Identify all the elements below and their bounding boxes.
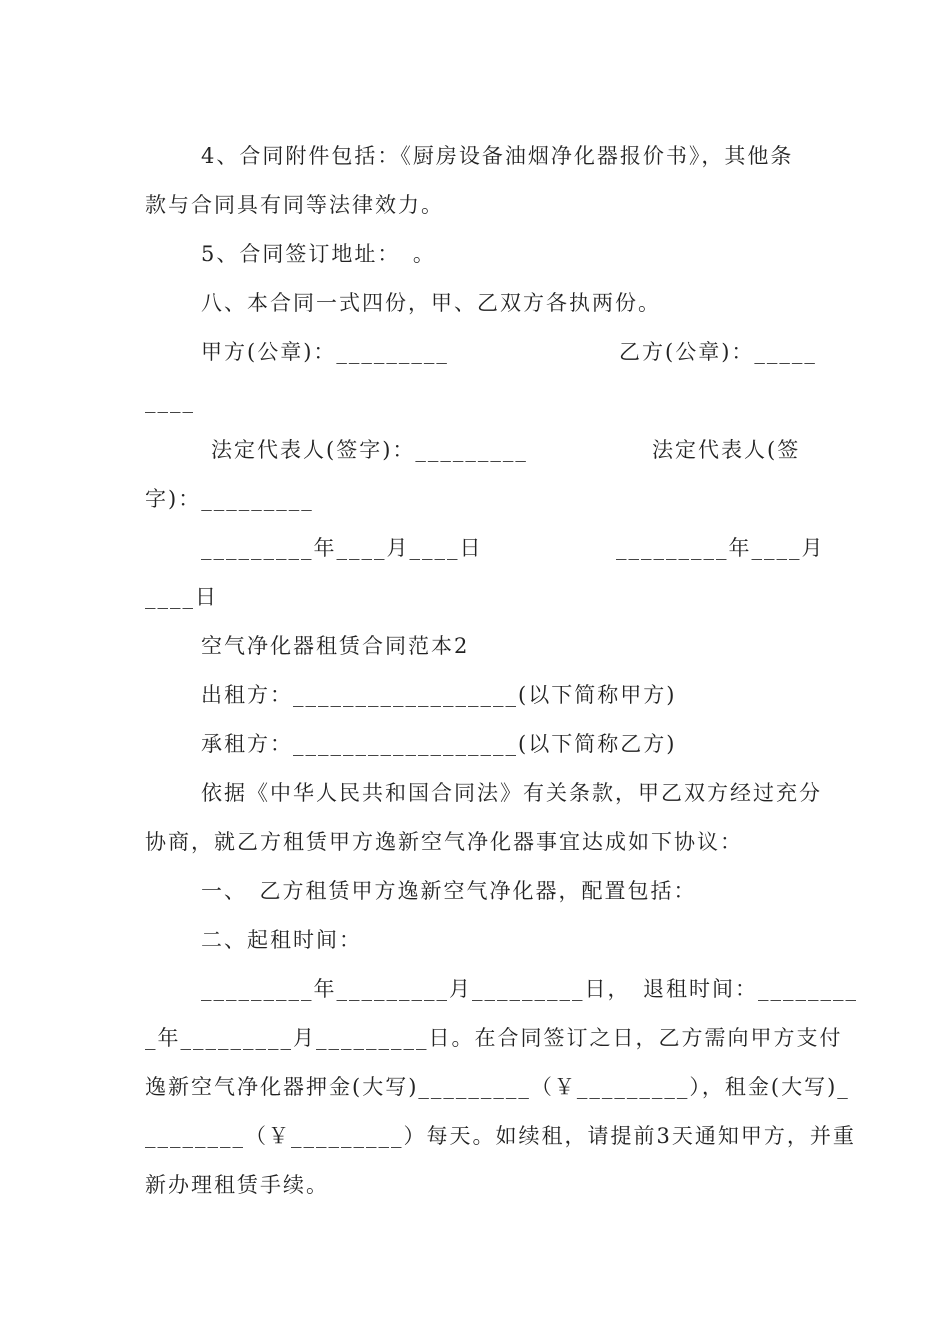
clause-8: 八、本合同一式四份，甲、乙双方各执两份。 [201, 291, 661, 315]
party-b-seal: 乙方(公章)：_____ [619, 340, 817, 364]
party-a-seal: 甲方(公章)：_________ [201, 340, 449, 364]
document-page [145, 132, 858, 1210]
representative-b-continued: 字)：_________ [145, 487, 314, 511]
representative-a: 法定代表人(签字)：_________ [211, 438, 528, 462]
party-b-seal-continued: ____ [145, 389, 195, 413]
intro-line-1: 依据《中华人民共和国合同法》有关条款，甲乙双方经过充分 [201, 781, 822, 805]
seal-row [145, 328, 817, 377]
clause-4-line-1: 4、合同附件包括：《厨房设备油烟净化器报价书》，其他条 [201, 144, 794, 168]
rental-period-line-3: 逸新空气净化器押金(大写)_________（￥_________），租金(大写)_ [145, 1075, 850, 1099]
representative-b: 法定代表人(签 [652, 438, 801, 462]
rental-period-line-4: ________（￥_________）每天。如续租，请提前3天通知甲方，并重 [145, 1124, 856, 1148]
rental-period-line-5: 新办理租赁手续。 [145, 1173, 329, 1197]
rental-period-line-2: _年_________月_________日。在合同签订之日，乙方需向甲方支付 [145, 1026, 843, 1050]
clause-4-line-2: 款与合同具有同等法律效力。 [145, 193, 444, 217]
date-row [145, 524, 825, 573]
intro-line-2: 协商，就乙方租赁甲方逸新空气净化器事宜达成如下协议： [145, 830, 743, 854]
clause-5: 5、合同签订地址： 。 [201, 242, 436, 266]
item-1: 一、 乙方租赁甲方逸新空气净化器，配置包括： [201, 879, 697, 903]
lessor-line: 出租方：__________________(以下简称甲方) [201, 683, 677, 707]
item-2: 二、起租时间： [201, 928, 362, 952]
representative-row [145, 426, 805, 475]
rental-period-line-1: _________年_________月_________日， 退租时间：________ [201, 977, 858, 1001]
lessee-line: 承租方：__________________(以下简称乙方) [201, 732, 677, 756]
contract-2-title: 空气净化器租赁合同范本2 [201, 634, 470, 658]
date-a: _________年____月____日 [201, 536, 483, 560]
date-b-continued: ____日 [145, 585, 218, 609]
date-b: _________年____月 [616, 536, 825, 560]
